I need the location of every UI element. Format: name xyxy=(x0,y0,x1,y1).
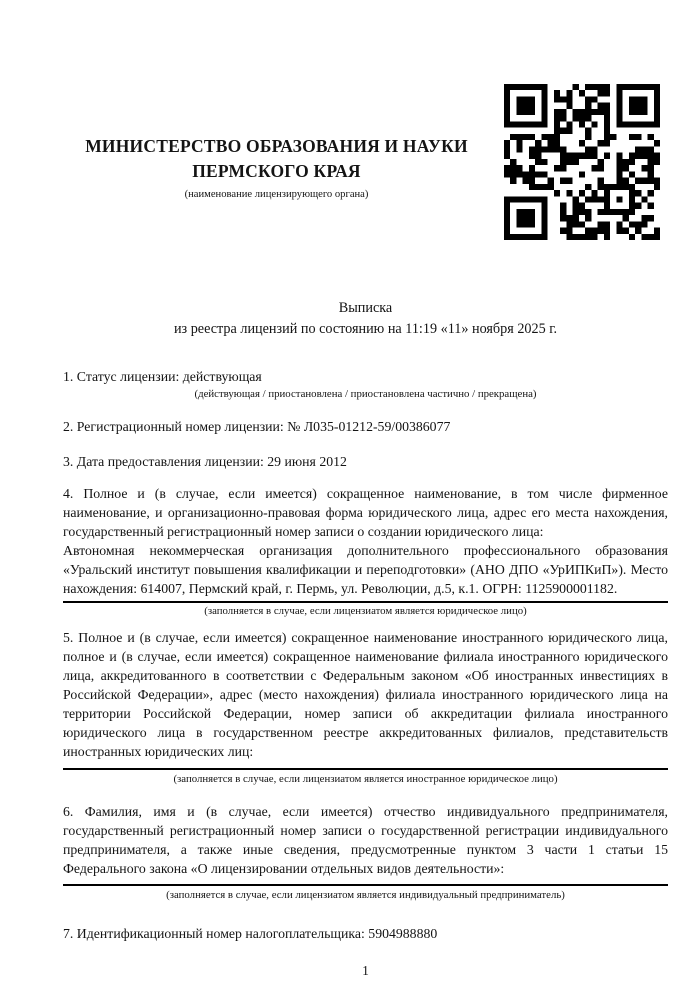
ministry-name-line1: МИНИСТЕРСТВО ОБРАЗОВАНИЯ И НАУКИ xyxy=(85,136,468,156)
item6-text: 6. Фамилия, имя и (в случае, если имеется) отчество индивидуального предпринимателя, государственный регистрационный номер записи о государственной регистрации индивидуального предпринимателя, а также иные сведения, предусмотренные пунктом 3 части 1 статьи 15 Федерального закона «О лицензировании отдельных видов деятельности»: xyxy=(63,804,668,876)
item5-rule xyxy=(63,768,668,770)
title-line1: Выписка xyxy=(338,300,393,316)
item5-caption: (заполняется в случае, если лицензиатом является иностранное юридическое лицо) xyxy=(173,773,558,785)
item3-grant-date: 3. Дата предоставления лицензии: 29 июня 2012 xyxy=(63,454,347,469)
item5-text: 5. Полное и (в случае, если имеется) сокращенное наименование иностранного юридического лица, полное и (в случае, если имеется) сокращенное наименование филиала иностранного юридического лица, аккредитованного в соответствии с Федеральным законом «Об иностранных инвестициях в Российской Федерации», адрес (место нахождения) филиала иностранного юридического лица на территории Российской Федерации, номер записи об аккредитации филиала иностранного юридического лица в государственном реестре аккредитованных филиалов, представительств иностранных юридических лиц: xyxy=(63,630,668,759)
item4-block xyxy=(63,484,668,603)
item1-caption: (действующая / приостановлена / приостановлена частично / прекращена) xyxy=(194,388,537,400)
item4-caption: (заполняется в случае, если лицензиатом является юридическое лицо) xyxy=(204,605,527,617)
document-title xyxy=(63,298,668,340)
page-number: 1 xyxy=(362,963,369,978)
item2-reg-number: 2. Регистрационный номер лицензии: № Л035-01212-59/00386077 xyxy=(63,419,451,434)
item6-caption: (заполняется в случае, если лицензиатом является индивидуальный предприниматель) xyxy=(166,889,565,901)
ministry-name-line2: ПЕРМСКОГО КРАЯ xyxy=(192,161,361,181)
item1-status: 1. Статус лицензии: действующая xyxy=(63,369,262,384)
item6-rule xyxy=(63,884,668,886)
title-line2: из реестра лицензий по состоянию на 11:19 «11» ноября 2025 г. xyxy=(173,321,558,337)
item7-inn: 7. Идентификационный номер налогоплательщика: 5904988880 xyxy=(63,926,438,941)
item4-value: Автономная некоммерческая организация дополнительного профессионального образования «Уральский институт повышения квалификации и переподготовки» (АНО ДПО «УрИПКиП»). Место нахождения: 614007, Пермский край, г. Пермь, ул. Революции, д.5, к.1. ОГРН: 1125900001182. xyxy=(63,543,668,596)
licensing-authority-block xyxy=(63,84,504,201)
document-header xyxy=(0,0,700,240)
document-body xyxy=(0,298,700,979)
ministry-caption: (наименование лицензирующего органа) xyxy=(184,189,369,200)
qr-code xyxy=(504,84,660,240)
item4-text: 4. Полное и (в случае, если имеется) сокращенное наименование, в том числе фирменное наименование, и организационно-правовая форма юридического лица, адрес его места нахождения, государственный регистрационный номер записи о создании юридического лица: xyxy=(63,486,668,539)
